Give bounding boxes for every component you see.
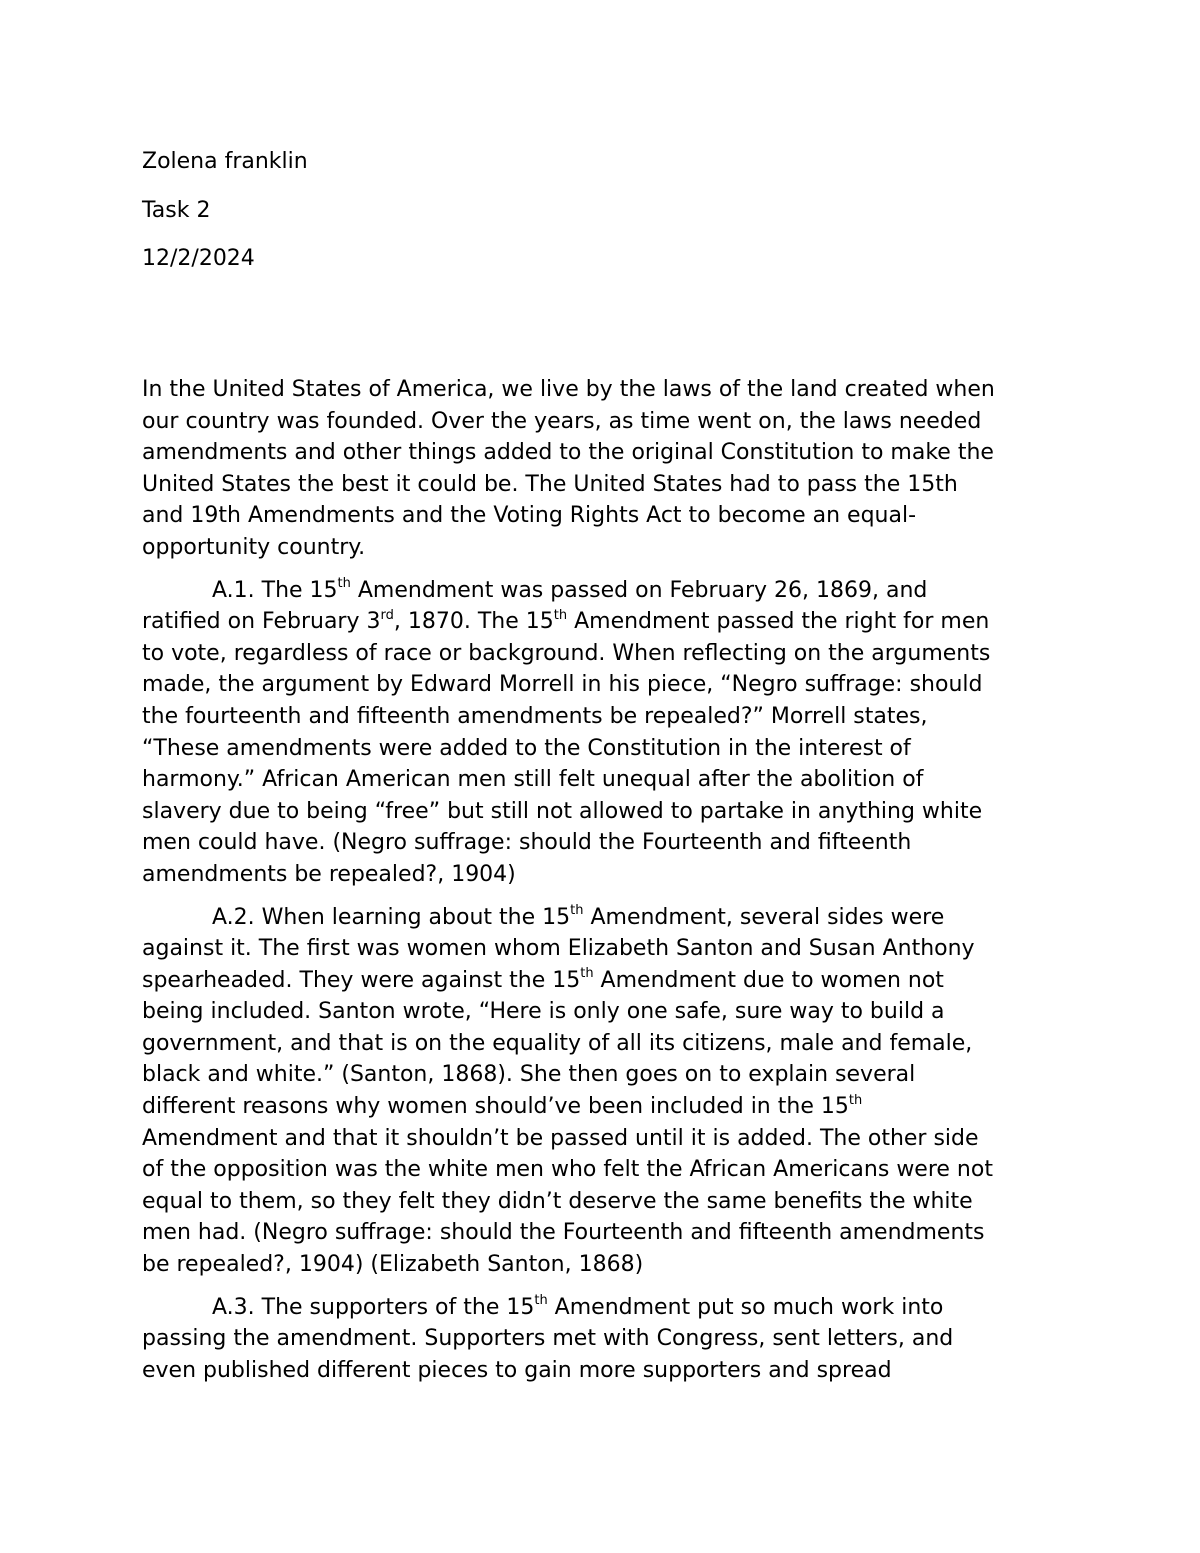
text-run: made, the argument by Edward Morrell in his piece, “Negro suffrage: should <box>142 672 983 698</box>
text-run: even published different pieces to gain more supporters and spread <box>142 1357 892 1383</box>
text-run: A.2. When learning about the 15 <box>212 904 571 930</box>
text-run: Amendment passed the right for men <box>567 609 990 635</box>
text-run: Amendment and that it shouldn’t be passed until it is added. The other side <box>142 1125 979 1151</box>
text-line <box>142 764 1072 796</box>
text-run: slavery due to being “free” but still not allowed to partake in anything white <box>142 798 983 824</box>
document-heading <box>142 138 308 284</box>
text-run: to vote, regardless of race or background. When reflecting on the arguments <box>142 640 991 666</box>
paragraph-a1 <box>142 575 1072 891</box>
text-line <box>142 859 1072 891</box>
text-run: government, and that is on the equality of all its citizens, male and female, <box>142 1030 973 1056</box>
text-run: being included. Santon wrote, “Here is only one safe, sure way to build a <box>142 999 945 1025</box>
text-run: Amendment put so much work into <box>547 1294 944 1320</box>
text-run: spearheaded. They were against the 15 <box>142 967 581 993</box>
text-line <box>142 374 1072 406</box>
document-date: 12/2/2024 <box>142 246 255 271</box>
text-line <box>142 996 1072 1028</box>
text-run: Amendment was passed on February 26, 1869, and <box>350 577 928 603</box>
text-run: and 19th Amendments and the Voting Rights Act to become an equal- <box>142 503 917 529</box>
text-line <box>142 1186 1072 1218</box>
superscript: th <box>570 903 584 919</box>
text-run: amendments and other things added to the original Constitution to make the <box>142 440 994 466</box>
superscript: th <box>337 576 351 592</box>
text-line <box>142 669 1072 701</box>
text-line <box>142 796 1072 828</box>
text-run: Amendment, several sides were <box>583 904 945 930</box>
text-line <box>142 1028 1072 1060</box>
text-line <box>142 1292 1072 1324</box>
superscript: th <box>534 1293 548 1309</box>
text-line <box>142 733 1072 765</box>
text-line <box>142 965 1072 997</box>
text-run: In the United States of America, we live by the laws of the land created when <box>142 377 995 402</box>
text-run: be repealed?, 1904) (Elizabeth Santon, 1868) <box>142 1252 644 1278</box>
text-line <box>142 1249 1072 1281</box>
text-line <box>142 469 1072 501</box>
text-line <box>142 500 1072 532</box>
text-run: amendments be repealed?, 1904) <box>142 861 516 887</box>
text-line <box>142 933 1072 965</box>
text-run: different reasons why women should’ve been included in the 15 <box>142 1094 849 1120</box>
text-run: opportunity country. <box>142 534 366 560</box>
superscript: th <box>553 607 568 623</box>
text-run: the fourteenth and fifteenth amendments be repealed?” Morrell states, <box>142 703 928 729</box>
text-line <box>142 1217 1072 1249</box>
text-run: A.3. The supporters of the 15 <box>212 1294 535 1320</box>
text-line <box>142 1123 1072 1155</box>
text-run: passing the amendment. Supporters met with Congress, sent letters, and <box>142 1326 954 1352</box>
author-name: Zolena franklin <box>142 149 308 174</box>
paragraph-a3 <box>142 1292 1072 1387</box>
text-line <box>142 902 1072 934</box>
text-run: A.1. The 15 <box>212 577 338 603</box>
text-run: of the opposition was the white men who felt the African Americans were not <box>142 1157 993 1183</box>
text-line <box>142 406 1072 438</box>
superscript: th <box>848 1092 863 1108</box>
text-run: ratified on February 3 <box>142 609 381 635</box>
superscript: th <box>580 966 594 982</box>
text-run: “These amendments were added to the Constitution in the interest of <box>142 735 911 761</box>
text-line <box>142 532 1072 564</box>
text-line <box>142 701 1072 733</box>
text-run: equal to them, so they felt they didn’t deserve the same benefits the white <box>142 1188 973 1214</box>
text-line <box>142 827 1072 859</box>
text-run: our country was founded. Over the years, as time went on, the laws needed <box>142 408 982 434</box>
text-run: Amendment due to women not <box>593 967 944 993</box>
text-run: , 1870. The 15 <box>393 609 554 635</box>
text-line <box>142 1091 1072 1123</box>
task-label: Task 2 <box>142 197 211 223</box>
text-run: men could have. (Negro suffrage: should the Fourteenth and fifteenth <box>142 830 912 856</box>
text-line <box>142 1059 1072 1091</box>
superscript: rd <box>380 607 394 623</box>
text-line <box>142 606 1072 638</box>
paragraph-intro <box>142 374 1072 564</box>
text-line <box>142 1154 1072 1186</box>
text-line <box>142 575 1072 607</box>
text-run: harmony.” African American men still felt unequal after the abolition of <box>142 767 924 793</box>
text-run: against it. The first was women whom Elizabeth Santon and Susan Anthony <box>142 936 975 962</box>
text-run: men had. (Negro suffrage: should the Fourteenth and fifteenth amendments <box>142 1220 985 1246</box>
document-body <box>142 374 1072 1386</box>
paragraph-a2 <box>142 902 1072 1281</box>
text-run: United States the best it could be. The United States had to pass the 15th <box>142 471 958 497</box>
text-line <box>142 1355 1072 1387</box>
text-line <box>142 1323 1072 1355</box>
text-line <box>142 437 1072 469</box>
text-line <box>142 638 1072 670</box>
text-run: black and white.” (Santon, 1868). She then goes on to explain several <box>142 1062 916 1088</box>
